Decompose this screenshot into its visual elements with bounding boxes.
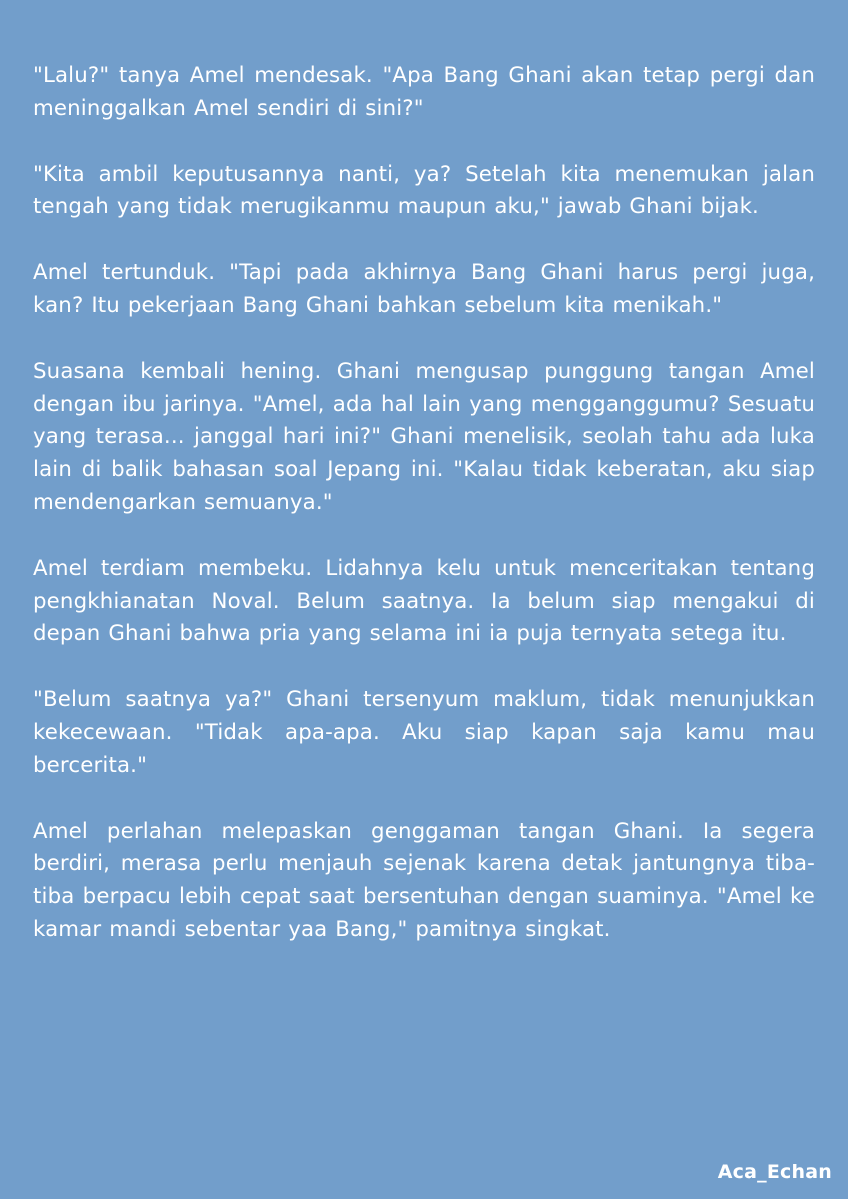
paragraph: Amel perlahan melepaskan genggaman tangan Ghani. Ia segera berdiri, merasa perlu menjauh sejenak karena detak jantungnya tiba-tiba berpacu lebih cepat saat bersentuhan dengan suaminya. "Amel ke kamar mandi sebentar yaa Bang," pamitnya singkat. [33,818,815,942]
story-text [33,60,815,980]
paragraph: "Belum saatnya ya?" Ghani tersenyum maklum, tidak menunjukkan kekecewaan. "Tidak apa-apa. Aku siap kapan saja kamu mau bercerita." [33,687,815,778]
paragraph: Amel tertunduk. "Tapi pada akhirnya Bang Ghani harus pergi juga, kan? Itu pekerjaan Bang Ghani bahkan sebelum kita menikah." [33,260,815,318]
author-signature: Aca_Echan [717,1161,832,1183]
paragraph: "Kita ambil keputusannya nanti, ya? Setelah kita menemukan jalan tengah yang tidak merugikanmu maupun aku," jawab Ghani bijak. [33,161,815,220]
paragraph: "Lalu?" tanya Amel mendesak. "Apa Bang Ghani akan tetap pergi dan meninggalkan Amel sendiri di sini?" [33,63,815,121]
paragraph: Suasana kembali hening. Ghani mengusap punggung tangan Amel dengan ibu jarinya. "Amel, ada hal lain yang mengganggumu? Sesuatu yang terasa... janggal hari ini?" Ghani menelisik, seolah tahu ada luka lain di balik bahasan soal Jepang ini. "Kalau tidak keberatan, aku siap mendengarkan semuanya." [33,358,815,515]
paragraph: Amel terdiam membeku. Lidahnya kelu untuk menceritakan tentang pengkhianatan Noval. Belum saatnya. Ia belum siap mengakui di depan Ghani bahwa pria yang selama ini ia puja ternyata setega itu. [33,555,815,647]
